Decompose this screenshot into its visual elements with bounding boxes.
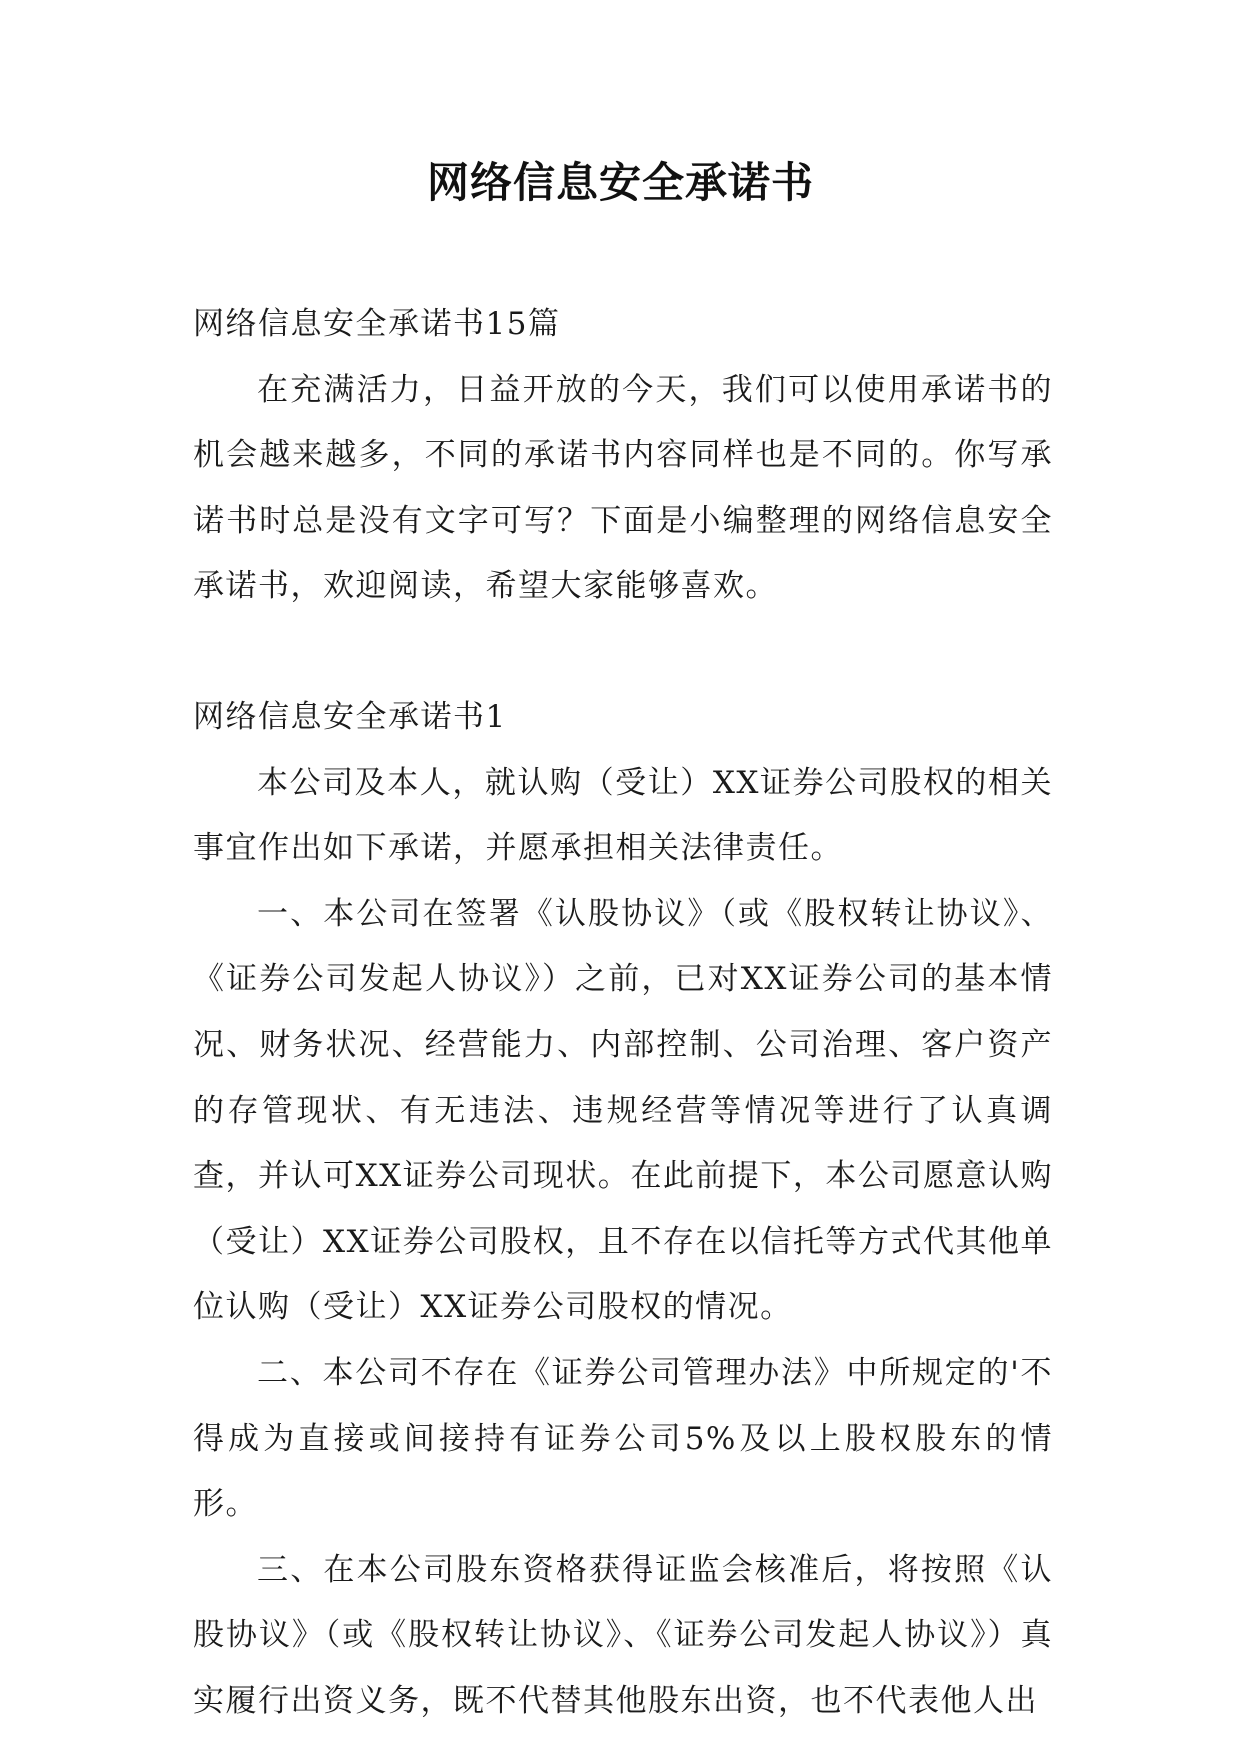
document-title: 网络信息安全承诺书 <box>426 158 814 207</box>
paragraph-spacer <box>193 620 1053 685</box>
body-paragraph-2: 一、本公司在签署《认股协议》（或《股权转让协议》、《证券公司发起人协议》）之前，已对XX证券公司的基本情况、财务状况、经营能力、内部控制、公司治理、客户资产的存管现状、有无违法、违规经营等情况等进行了认真调查，并认可XX证券公司现状。在此前提下，本公司愿意认购（受让）XX证券公司股权，且不存在以信托等方式代其他单位认购（受让）XX证券公司股权的情况。 <box>193 895 1053 1326</box>
body-paragraph-4: 三、在本公司股东资格获得证监会核准后，将按照《认股协议》（或《股权转让协议》、《证券公司发起人协议》）真实履行出资义务，既不代替其他股东出资，也不代表他人出 <box>193 1551 1053 1719</box>
body-paragraph-1: 本公司及本人，就认购（受让）XX证券公司股权的相关事宜作出如下承诺，并愿承担相关法律责任。 <box>193 764 1053 867</box>
document-subtitle: 网络信息安全承诺书15篇 <box>193 306 561 342</box>
section-heading: 网络信息安全承诺书1 <box>193 698 507 735</box>
intro-paragraph: 在充满活力，日益开放的今天，我们可以使用承诺书的机会越来越多，不同的承诺书内容同样也是不同的。你写承诺书时总是没有文字可写？下面是小编整理的网络信息安全承诺书，欢迎阅读，希望大家能够喜欢。 <box>193 371 1053 605</box>
document-body <box>193 292 1053 1734</box>
body-paragraph-3: 二、本公司不存在《证券公司管理办法》中所规定的'不得成为直接或间接持有证券公司5%及以上股权股东的情形。 <box>193 1354 1053 1523</box>
